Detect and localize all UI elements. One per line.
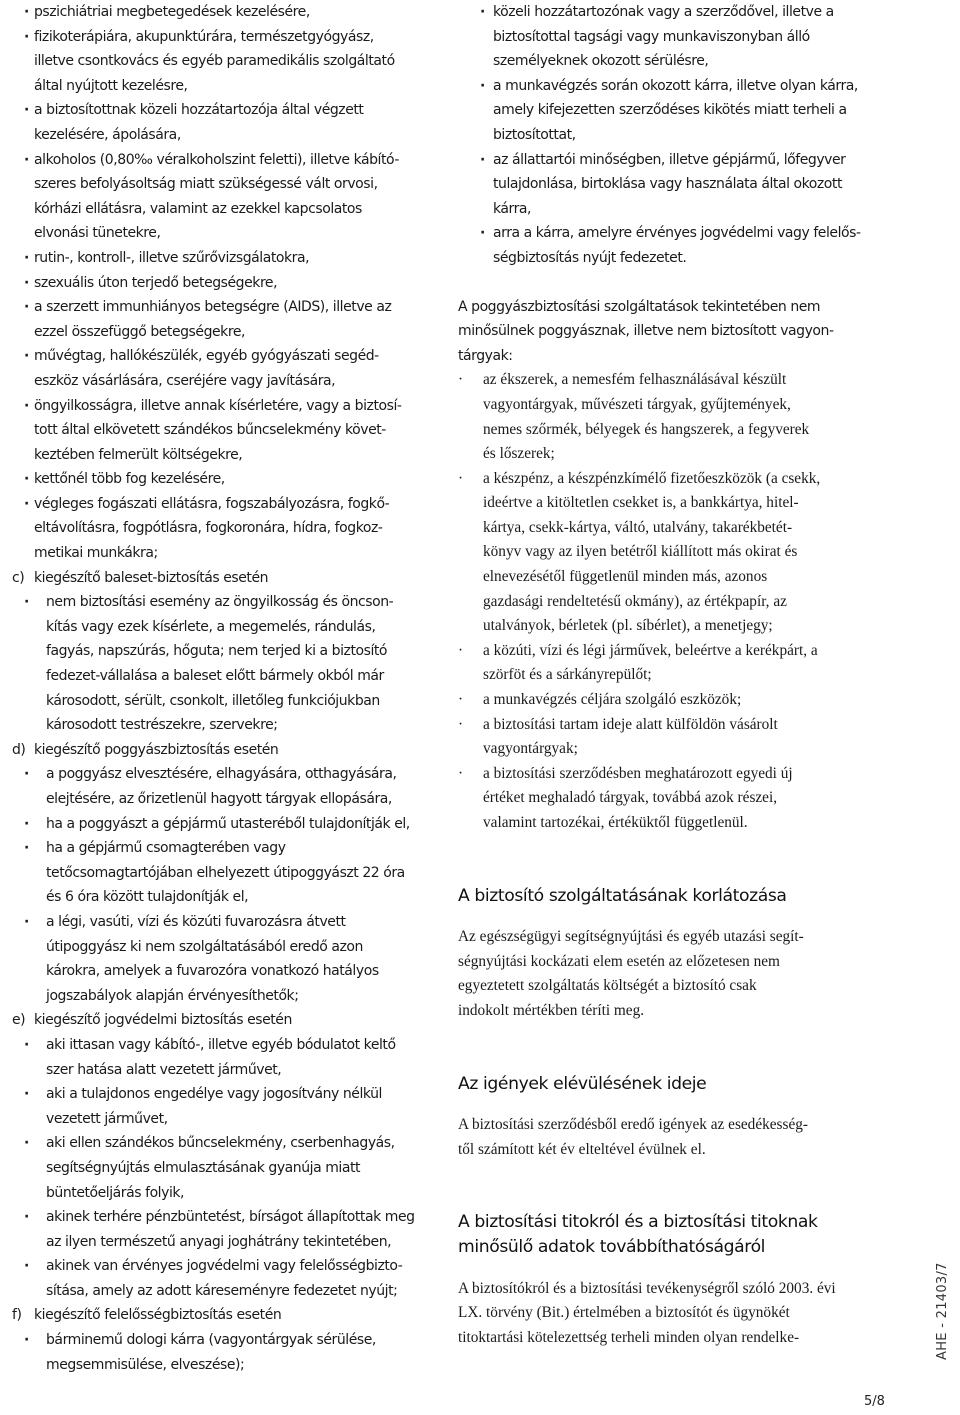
text-line: az ilyen természetű anyagi joghátrány tekintetében, [46, 1233, 392, 1250]
text-line: és lőszerek; [483, 445, 555, 463]
heading-limitation: A biztosító szolgáltatásának korlátozása [458, 885, 787, 906]
list-item [480, 148, 883, 222]
text-line: közeli hozzátartozónak vagy a szerződővel, illetve a [493, 4, 834, 20]
text-line: a munkavégzés során okozott kárra, illetve olyan kárra, [493, 77, 858, 94]
text-line: ségnyújtási kockázati elem esetén az előzetesen nem [458, 952, 780, 970]
text-line: jogszabályok alapján érvényesíthetők; [46, 987, 299, 1004]
text-line: illetve csontkovács és egyéb paramedikális szolgáltató [34, 53, 395, 70]
section-title: kiegészítő felelősségbiztosítás esetén [34, 1307, 282, 1324]
text-line: ha a poggyászt a gépjármű utasteréből tulajdonítják el, [46, 815, 410, 832]
text-line: útipoggyász ki nem szolgáltatásából eredő azon [46, 938, 363, 955]
text-line: segítségnyújtás elmulasztásának gyanúja miatt [46, 1159, 361, 1176]
text-line: minősülő adatok továbbíthatóságáról [458, 1236, 766, 1257]
text-line: keztében felmerült költségekre, [34, 446, 243, 463]
text-line: aki ellen szándékos bűncselekmény, cserbenhagyás, [46, 1135, 395, 1152]
section-title: kiegészítő jogvédelmi biztosítás esetén [34, 1012, 292, 1029]
list-item [24, 910, 432, 1008]
heading-secrecy [458, 1210, 883, 1259]
text-line: elejtésére, az őrizetlenül hagyott tárgyak ellopására, [46, 791, 392, 807]
exclusion-list [12, 0, 432, 566]
list-item [458, 762, 883, 836]
text-line: ideértve a kitöltetlen csekket is, a bankkártya, hitel- [483, 494, 799, 512]
text-line: a biztosítási szerződésben meghatározott egyedi új [483, 764, 793, 782]
text-line: amely kifejezetten szerződéses kikötés miatt terheli a [493, 102, 847, 119]
text-line: tárgyak: [458, 347, 513, 364]
text-line: a munkavégzés céljára szolgáló eszközök; [483, 691, 742, 709]
list-item [458, 639, 883, 688]
limitation-paragraph [458, 925, 883, 1023]
text-line: értéket meghaladó tárgyak, továbbá azok részei, [483, 789, 778, 807]
text-line: károsodott, sérült, csonkolt, illetőleg funkciójukban [46, 692, 380, 709]
text-line: kezelésére, ápolására, [34, 126, 181, 143]
page-number: 5/8 [864, 1394, 885, 1409]
text-line: fedezet-vállalása a baleset előtt bármely okból már [46, 668, 384, 685]
text-line: a biztosítottnak közeli hozzátartozója által végzett [34, 102, 364, 119]
text-line: eltávolításra, fogpótlásra, fogkoronára, hídra, fogkoz- [34, 520, 383, 537]
text-line: tott által elkövetett szándékos bűncselekmény követ- [34, 422, 386, 439]
list-item [24, 467, 432, 492]
text-line: LX. törvény (Bit.) értelmében a biztosítót és ügynökét [458, 1304, 790, 1322]
text-line: és 6 óra között tulajdonítják el, [46, 889, 249, 906]
text-line: vagyontárgyak; [483, 740, 578, 758]
text-line: károkra, amelyek a fuvarozóra vonatkozó hatályos [46, 963, 379, 980]
text-line: arra a kárra, amelyre érvényes jogvédelmi vagy felelős- [493, 225, 861, 242]
section-items [24, 590, 432, 738]
list-item [24, 148, 432, 246]
text-line: művégtag, hallókészülék, egyéb gyógyászati segéd- [34, 348, 379, 365]
text-line: kettőnél több fog kezelésére, [34, 471, 225, 488]
baggage-intro [458, 295, 883, 369]
list-item [458, 467, 883, 639]
section-letter: f) [12, 1307, 22, 1324]
text-line: az ékszerek, a nemesfém felhasználásával készült [483, 371, 787, 389]
text-line: büntetőeljárás folyik, [46, 1184, 185, 1201]
section-letter: e) [12, 1012, 26, 1029]
list-item [458, 688, 883, 713]
right-column [458, 0, 883, 1350]
text-line: utalványok, bérletek (pl. síbérlet), a menetjegy; [483, 617, 773, 635]
text-line: megsemmisülése, elveszése); [46, 1356, 245, 1373]
text-line: alkoholos (0,80‰ véralkoholszint feletti), illetve kábító- [34, 151, 399, 168]
text-line: sítása, amely az adott káreseményre fedezetet nyújt; [46, 1282, 398, 1299]
heading-expiry: Az igények elévülésének ideje [458, 1073, 707, 1094]
text-line: től számított két év elteltével évülnek el. [458, 1140, 706, 1158]
text-line: aki ittasan vagy kábító-, illetve egyéb bódulatot keltő [46, 1036, 396, 1053]
text-line: titoktartási kötelezettség terheli minden olyan rendelke- [458, 1328, 800, 1346]
section-d [12, 738, 432, 1009]
list-item [24, 1131, 432, 1205]
list-item [24, 1205, 432, 1254]
text-line: nem biztosítási esemény az öngyilkosság és öncson- [46, 594, 394, 611]
text-line: könyv vagy az ilyen betétről kiállított más okirat és [483, 543, 798, 561]
text-line: szörföt és a sárkányrepülőt; [483, 666, 652, 684]
text-line: a légi, vasúti, vízi és közúti fuvarozásra átvett [46, 913, 346, 930]
list-item [24, 1328, 432, 1377]
section-letter: d) [12, 741, 26, 758]
list-item [24, 344, 432, 393]
expiry-paragraph [458, 1113, 883, 1162]
document-code: AHE - 21403/7 [935, 1262, 950, 1360]
list-item [24, 25, 432, 99]
text-line: eszköz vásárlására, cseréjére vagy javítására, [34, 372, 336, 389]
text-line: egyeztetett szolgáltatás költségét a biztosító csak [458, 977, 757, 995]
text-line: kítás vagy ezek kísérlete, a megemelés, rándulás, [46, 618, 376, 635]
text-line: szeres befolyásoltság miatt szükségessé vált orvosi, [34, 176, 378, 193]
text-line: az állattartói minőségben, illetve gépjármű, lőfegyver [493, 151, 846, 168]
list-item [24, 394, 432, 468]
text-line: tulajdonlása, birtoklása vagy használata által okozott [493, 176, 843, 193]
secrecy-paragraph [458, 1277, 883, 1351]
list-item [24, 590, 432, 738]
liability-exclusion-list [458, 0, 883, 271]
list-item [458, 713, 883, 762]
list-item [480, 221, 883, 270]
text-line: ségbiztosítás nyújt fedezetet. [493, 249, 687, 266]
baggage-exclusion-list [458, 368, 883, 835]
list-item [458, 368, 883, 466]
text-line: vezetett járművet, [46, 1110, 168, 1127]
text-line: akinek van érvényes jogvédelmi vagy felelősségbizto- [46, 1258, 403, 1275]
text-line: végleges fogászati ellátásra, fogszabályozásra, fogkő- [34, 495, 390, 512]
text-line: A biztosítási szerződésből eredő igények az esedékesség- [458, 1116, 808, 1134]
list-item [24, 812, 432, 837]
text-line: pszichiátriai megbetegedések kezelésére, [34, 4, 310, 20]
text-line: kártya, csekk-kártya, váltó, utalvány, takarékbetét- [483, 518, 793, 536]
text-line: fizikoterápiára, akupunktúrára, természetgyógyász, [34, 28, 374, 45]
text-line: kórházi ellátásra, valamint az ezekkel kapcsolatos [34, 200, 362, 217]
text-line: A biztosítási titokról és a biztosítási titoknak [458, 1212, 818, 1233]
text-line: ezzel összefüggő betegségekre, [34, 323, 245, 340]
text-line: biztosítottal tagsági vagy munkaviszonyban álló [493, 28, 810, 45]
text-line: fagyás, napszúrás, hőguta; nem terjed ki a biztosító [46, 643, 388, 660]
supplementary-sections [12, 566, 432, 1378]
text-line: akinek terhére pénzbüntetést, bírságot állapítottak meg [46, 1209, 415, 1226]
text-line: aki a tulajdonos engedélye vagy jogosítvány nélkül [46, 1086, 382, 1103]
text-line: nemes szőrmék, bélyegek és hangszerek, a fegyverek [483, 420, 810, 438]
text-line: A biztosítókról és a biztosítási tevékenységről szóló 2003. évi [458, 1279, 836, 1297]
section-items [24, 1328, 432, 1377]
text-line: személyeknek okozott sérülésre, [493, 53, 709, 70]
list-item [24, 295, 432, 344]
text-line: bárminemű dologi kárra (vagyontárgyak sérülése, [46, 1332, 376, 1349]
text-line: gazdasági rendeltetésű okmány), az értékpapír, az [483, 592, 787, 610]
text-line: öngyilkosságra, illetve annak kísérletére, vagy a biztosí- [34, 397, 402, 414]
list-item [24, 98, 432, 147]
section-items [24, 762, 432, 1008]
text-line: kárra, [493, 200, 532, 217]
list-item [24, 762, 432, 811]
section-c [12, 566, 432, 738]
text-line: által nyújtott kezelésre, [34, 77, 188, 94]
text-line: biztosítottat, [493, 126, 576, 143]
section-e [12, 1008, 432, 1303]
text-line: károsodott testrészekre, szervekre; [46, 717, 278, 734]
text-line: minősülnek poggyásznak, illetve nem biztosított vagyon- [458, 323, 834, 340]
text-line: a poggyász elvesztésére, elhagyására, otthagyására, [46, 766, 397, 783]
section-f [12, 1303, 432, 1377]
list-item [24, 0, 432, 25]
list-item [480, 74, 883, 148]
list-item [24, 1082, 432, 1131]
section-letter: c) [12, 569, 25, 586]
text-line: rutin-, kontroll-, illetve szűrővizsgálatokra, [34, 249, 310, 266]
text-line: Az egészségügyi segítségnyújtási és egyéb utazási segít- [458, 928, 804, 946]
text-line: szexuális úton terjedő betegségekre, [34, 274, 278, 291]
text-line: metikai munkákra; [34, 545, 158, 562]
text-line: a szerzett immunhiányos betegségre (AIDS), illetve az [34, 299, 392, 316]
list-item [24, 836, 432, 910]
text-line: a közúti, vízi és légi járművek, beleértve a kerékpárt, a [483, 641, 818, 659]
text-line: indokolt mértékben téríti meg. [458, 1001, 645, 1019]
text-line: a biztosítási tartam ideje alatt külföldön vásárolt [483, 715, 778, 733]
section-title: kiegészítő poggyászbiztosítás esetén [34, 741, 279, 758]
list-item [24, 1254, 432, 1303]
left-column [12, 0, 432, 1377]
list-item [24, 492, 432, 566]
text-line: vagyontárgyak, művészeti tárgyak, gyűjtemények, [483, 395, 791, 413]
text-line: tetőcsomagtartójában elhelyezett útipoggyászt 22 óra [46, 864, 405, 881]
text-line: elnevezésétől függetlenül minden más, azonos [483, 568, 768, 586]
text-line: elvonási tünetekre, [34, 225, 161, 242]
text-line: a készpénz, a készpénzkímélő fizetőeszközök (a csekk, [483, 469, 821, 487]
section-items [24, 1033, 432, 1304]
text-line: A poggyászbiztosítási szolgáltatások tekintetében nem [458, 298, 821, 315]
text-line: szer hatása alatt vezetett járművet, [46, 1061, 282, 1078]
list-item [24, 246, 432, 271]
section-title: kiegészítő baleset-biztosítás esetén [34, 569, 269, 586]
list-item [24, 271, 432, 296]
list-item [24, 1033, 432, 1082]
list-item [480, 0, 883, 74]
text-line: ha a gépjármű csomagterében vagy [46, 840, 286, 857]
text-line: valamint tartozékai, értéküktől függetlenül. [483, 814, 748, 831]
